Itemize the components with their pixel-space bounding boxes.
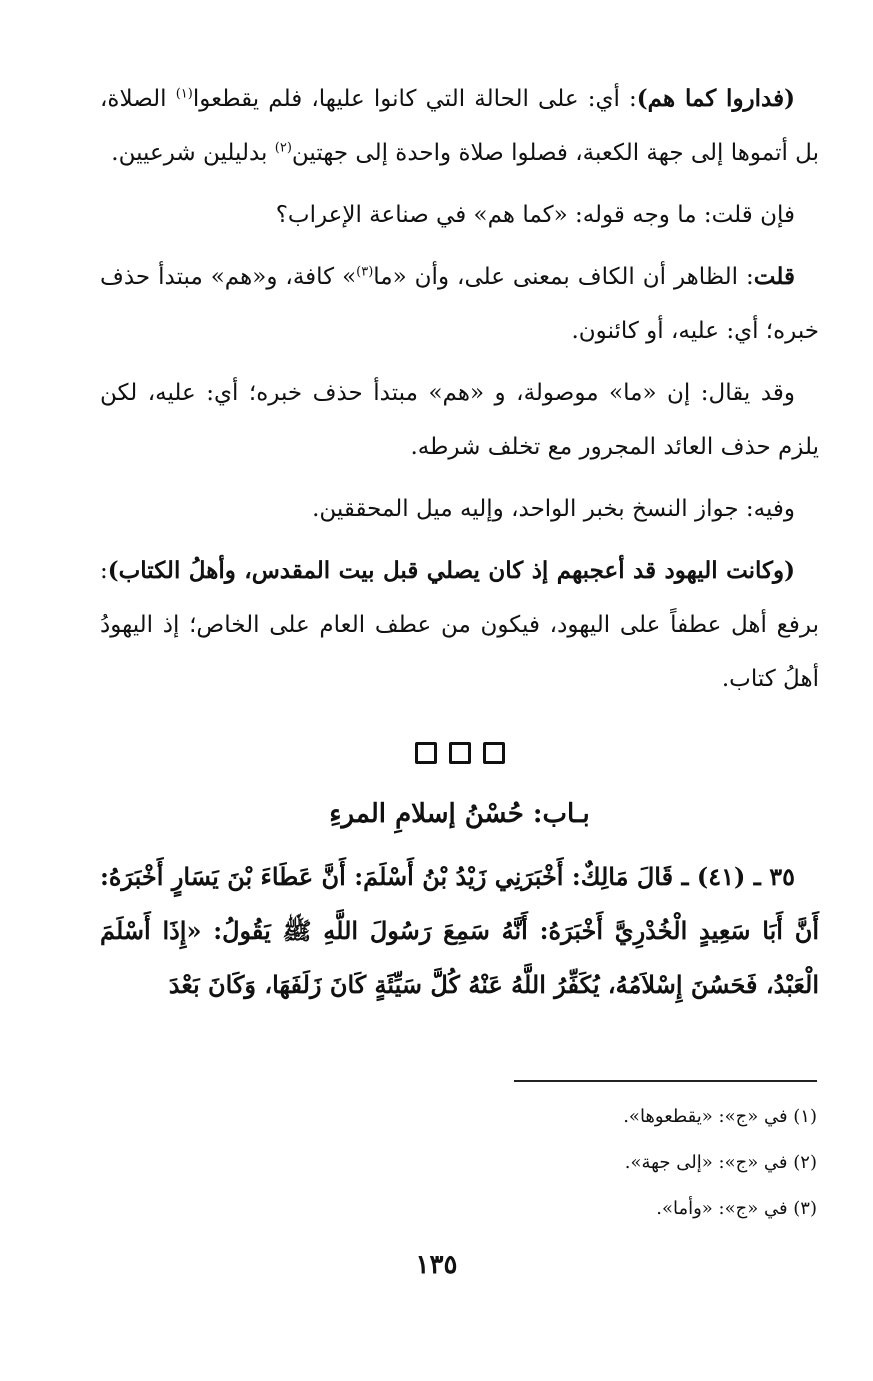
text-part: : الظاهر أن الكاف بمعنى على، وأن «ما bbox=[373, 264, 754, 290]
section-separator bbox=[100, 742, 819, 764]
text-part: » كافة، و«هم» مبتدأ حذف خبره؛ أي: عليه، أو كائنون. bbox=[100, 264, 819, 344]
footnote-1: (١) في «ج»: «يقطعوها». bbox=[623, 1106, 817, 1127]
paragraph-1 bbox=[100, 72, 819, 180]
square-ornament-icon bbox=[483, 742, 505, 764]
hadith-text: ٣٥ ـ (٤١) ـ قَالَ مَالِكٌ: أَخْبَرَنِي زَيْدُ بْنُ أَسْلَمَ: أَنَّ عَطَاءَ بْنَ يَسَارٍ أَخْبَرَهُ: أَنَّ أَبَا سَعِيدٍ الْخُدْرِيَّ أَخْبَرَهُ: أَنَّهُ سَمِعَ رَسُولَ اللَّهِ ﷺ يَقُولُ: «إِذَا أَسْلَمَ الْعَبْدُ، فَحَسُنَ إِسْلاَمُهُ، يُكَفِّرُ اللَّهُ عَنْهُ كُلَّ سَيِّئَةٍ كَانَ زَلَفَهَا، وَكَانَ بَعْدَ bbox=[100, 862, 819, 999]
paragraph-2 bbox=[100, 188, 819, 242]
page-body bbox=[100, 72, 819, 1020]
footnote-3: (٣) في «ج»: «وأما». bbox=[656, 1198, 817, 1219]
square-ornament-icon bbox=[449, 742, 471, 764]
chapter-title: بـاب: حُسْنُ إسلامِ المرءِ bbox=[329, 799, 590, 829]
text-part: : أي: على الحالة التي كانوا عليها، فلم يقطعوا bbox=[192, 86, 637, 112]
footnotes bbox=[623, 1094, 817, 1232]
page-number: ١٣٥ bbox=[415, 1250, 458, 1280]
footnote-ref-2[interactable]: (٢) bbox=[274, 140, 292, 156]
text-part: بدليلين شرعيين. bbox=[111, 140, 275, 166]
paragraph-6 bbox=[100, 544, 819, 706]
quoted-lead: (وكانت اليهود قد أعجبهم إذ كان يصلي قبل بيت المقدس، وأهلُ الكتاب) bbox=[107, 557, 795, 584]
text-part: وفيه: جواز النسخ بخبر الواحد، وإليه ميل المحققين. bbox=[312, 496, 795, 522]
footnote-divider bbox=[514, 1080, 817, 1082]
quoted-lead: قلت bbox=[753, 263, 795, 290]
footnote-ref-1[interactable]: (١) bbox=[175, 86, 193, 102]
paragraph-5 bbox=[100, 482, 819, 536]
quoted-lead: (فداروا كما هم) bbox=[636, 85, 795, 112]
footnote-2: (٢) في «ج»: «إلى جهة». bbox=[624, 1152, 817, 1173]
footnote-ref-3[interactable]: (٣) bbox=[356, 264, 374, 280]
text-part: : برفع أهل عطفاً على اليهود، فيكون من عطف العام على الخاص؛ إذ اليهودُ أهلُ كتاب. bbox=[100, 558, 819, 692]
square-ornament-icon bbox=[415, 742, 437, 764]
text-part: وقد يقال: إن «ما» موصولة، و «هم» مبتدأ حذف خبره؛ أي: عليه، لكن يلزم حذف العائد المجرور مع تخلف شرطه. bbox=[100, 380, 819, 460]
text-part: فإن قلت: ما وجه قوله: «كما هم» في صناعة الإعراب؟ bbox=[275, 202, 795, 228]
text-part: الصلاة، بل أتموها إلى جهة الكعبة، فصلوا صلاة واحدة إلى جهتين bbox=[100, 86, 819, 166]
paragraph-4 bbox=[100, 366, 819, 474]
paragraph-3 bbox=[100, 250, 819, 358]
